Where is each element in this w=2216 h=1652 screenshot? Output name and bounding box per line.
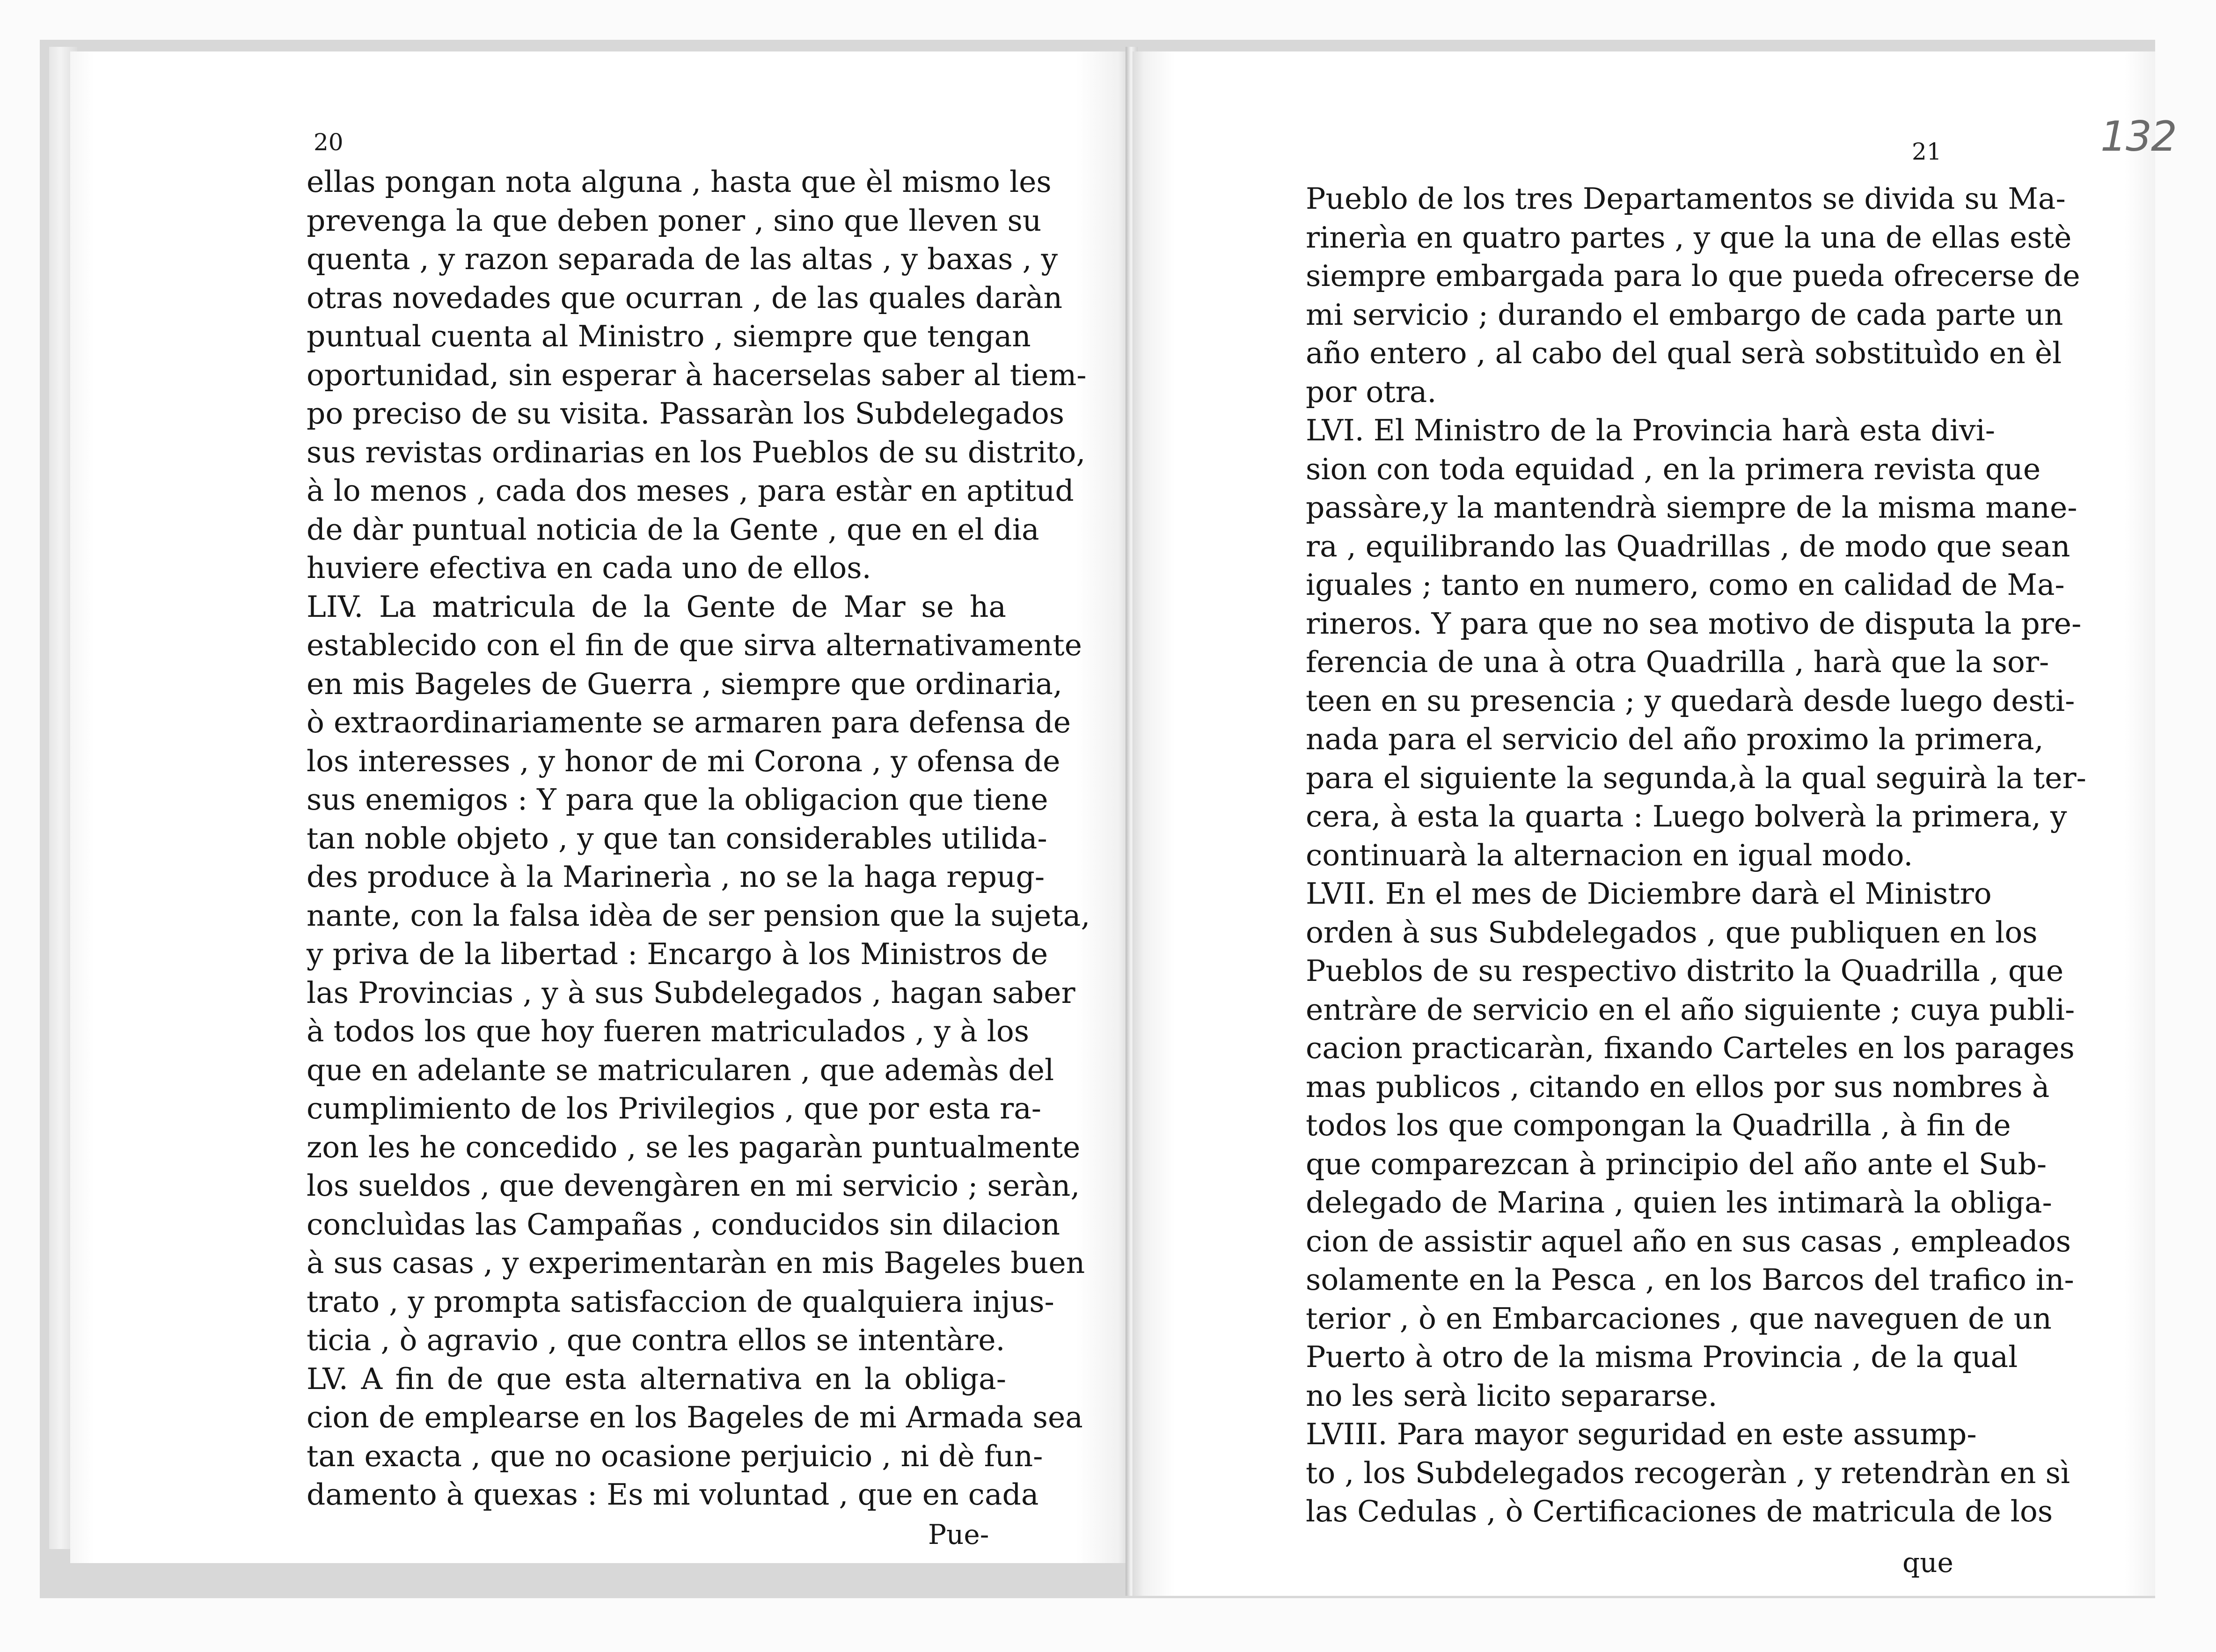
text-line: teen en su presencia ; y quedarà desde luego desti- [1306,683,2075,718]
text-line: mi servicio ; durando el embargo de cada parte un [1306,297,2063,332]
text-line: ellas pongan nota alguna , hasta que èl mismo les [307,165,1052,199]
text-line: ferencia de una à otra Quadrilla , harà que la sor- [1306,645,2049,679]
right-page-text [1306,180,2086,1531]
text-line: damento à quexas : Es mi voluntad , que en cada [307,1477,1039,1512]
text-line: rineros. Y para que no sea motivo de disputa la pre- [1306,606,2082,641]
text-line: huviere efectiva en cada uno de ellos. [307,551,871,585]
text-line: que en adelante se matricularen , que ademàs del [307,1053,1054,1087]
text-line: otras novedades que ocurran , de las quales daràn [307,280,1063,315]
text-line: LVII. En el mes de Diciembre darà el Ministro [1306,877,1992,911]
text-line: sus revistas ordinarias en los Pueblos de su distrito, [307,435,1086,469]
right-page-number: 21 [1912,138,1942,165]
text-line: oportunidad, sin esperar à hacerselas saber al tiem- [307,358,1087,392]
text-line: sion con toda equidad , en la primera revista que [1306,452,2041,486]
text-line: iguales ; tanto en numero, como en calidad de Ma- [1306,568,2065,602]
text-line: cion de assistir aquel año en sus casas , empleados [1306,1224,2071,1258]
right-catchword: que [1902,1547,1953,1579]
left-catchword: Pue- [928,1519,989,1550]
text-line: establecido con el fin de que sirva alternativamente [307,628,1082,662]
text-line: Puerto à otro de la misma Provincia , de la qual [1306,1340,2018,1374]
text-line: mas publicos , citando en ellos por sus nombres à [1306,1069,2050,1104]
text-line: puntual cuenta al Ministro , siempre que tengan [307,319,1031,353]
text-line: des produce à la Marinerìa , no se la haga repug- [307,860,1045,894]
text-line: todos los que compongan la Quadrilla , à fin de [1306,1108,2011,1142]
text-line: siempre embargada para lo que pueda ofrecerse de [1306,259,2080,293]
text-line: terior , ò en Embarcaciones , que naveguen de un [1306,1301,2052,1336]
text-line: ticia , ò agravio , que contra ellos se intentàre. [307,1323,1005,1357]
left-page [70,51,1128,1563]
text-line: prevenga la que deben poner , sino que lleven su [307,203,1042,238]
text-line: los interesses , y honor de mi Corona , y ofensa de [307,744,1060,778]
text-line: en mis Bageles de Guerra , siempre que ordinaria, [307,666,1063,701]
text-line: continuarà la alternacion en igual modo. [1306,838,1913,872]
text-line: quenta , y razon separada de las altas , y baxas , y [307,242,1058,276]
text-line: para el siguiente la segunda,à la qual seguirà la ter- [1306,760,2086,795]
text-line: Pueblo de los tres Departamentos se divida su Ma- [1306,182,2066,216]
right-page [1133,51,2155,1596]
text-line: por otra. [1306,374,1437,409]
text-line: nante, con la falsa idèa de ser pension que la sujeta, [307,898,1090,933]
text-line: cumplimiento de los Privilegios , que por esta ra- [307,1091,1042,1126]
text-line: que comparezcan à principio del año ante el Sub- [1306,1147,2047,1181]
text-line: solamente en la Pesca , en los Barcos del trafico in- [1306,1263,2074,1297]
text-line: rinerìa en quatro partes , y que la una de ellas estè [1306,220,2072,255]
text-line: à sus casas , y experimentaràn en mis Bageles buen [307,1246,1085,1280]
text-line: ra , equilibrando las Quadrillas , de modo que sean [1306,529,2070,563]
text-line: los sueldos , que devengàren en mi servicio ; seràn, [307,1169,1080,1203]
text-line: trato , y prompta satisfaccion de qualquiera injus- [307,1284,1054,1319]
archive-folio-number: 132 [2100,112,2176,161]
text-line: LVI. El Ministro de la Provincia harà esta divi- [1306,413,1996,447]
text-line: las Provincias , y à sus Subdelegados , hagan saber [307,975,1075,1010]
text-line: LV. A fin de que esta alternativa en la obliga- [307,1361,1006,1396]
text-line: año entero , al cabo del qual serà sobstituìdo en èl [1306,336,2062,370]
text-line: sus enemigos : Y para que la obligacion que tiene [307,782,1048,817]
text-line: à lo menos , cada dos meses , para estàr en aptitud [307,474,1074,508]
text-line: las Cedulas , ò Certificaciones de matricula de los [1306,1494,2053,1528]
text-line: cera, à esta la quarta : Luego bolverà la primera, y [1306,799,2067,833]
text-line: delegado de Marina , quien les intimarà la obliga- [1306,1185,2052,1220]
text-line: nada para el servicio del año proximo la primera, [1306,722,2044,756]
text-line: à todos los que hoy fueren matriculados , y à los [307,1014,1030,1048]
left-page-text [307,163,1090,1514]
text-line: LVIII. Para mayor seguridad en este assump- [1306,1417,1977,1451]
text-line: zon les he concedido , se les pagaràn puntualmente [307,1130,1081,1164]
text-line: po preciso de su visita. Passaràn los Subdelegados [307,396,1065,431]
text-line: to , los Subdelegados recogeràn , y retendràn en sì [1306,1455,2070,1490]
text-line: concluìdas las Campañas , conducidos sin dilacion [307,1207,1060,1242]
text-line: entràre de servicio en el año siguiente ; cuya publi- [1306,992,2075,1027]
text-line: tan noble objeto , y que tan considerables utilida- [307,821,1047,855]
text-line: cacion practicaràn, fixando Carteles en los parages [1306,1031,2075,1065]
text-line: ò extraordinariamente se armaren para defensa de [307,705,1071,739]
text-line: tan exacta , que no ocasione perjuicio , ni dè fun- [307,1439,1043,1473]
left-page-number: 20 [314,129,344,156]
text-line: cion de emplearse en los Bageles de mi Armada sea [307,1400,1083,1434]
text-line: no les serà licito separarse. [1306,1378,1718,1413]
text-line: passàre,y la mantendrà siempre de la misma mane- [1306,490,2077,525]
text-line: orden à sus Subdelegados , que publiquen en los [1306,915,2038,950]
text-line: de dàr puntual noticia de la Gente , que en el dia [307,512,1039,547]
text-line: LIV. La matricula de la Gente de Mar se ha [307,589,1006,624]
text-line: Pueblos de su respectivo distrito la Quadrilla , que [1306,954,2064,988]
text-line: y priva de la libertad : Encargo à los Ministros de [307,937,1048,971]
